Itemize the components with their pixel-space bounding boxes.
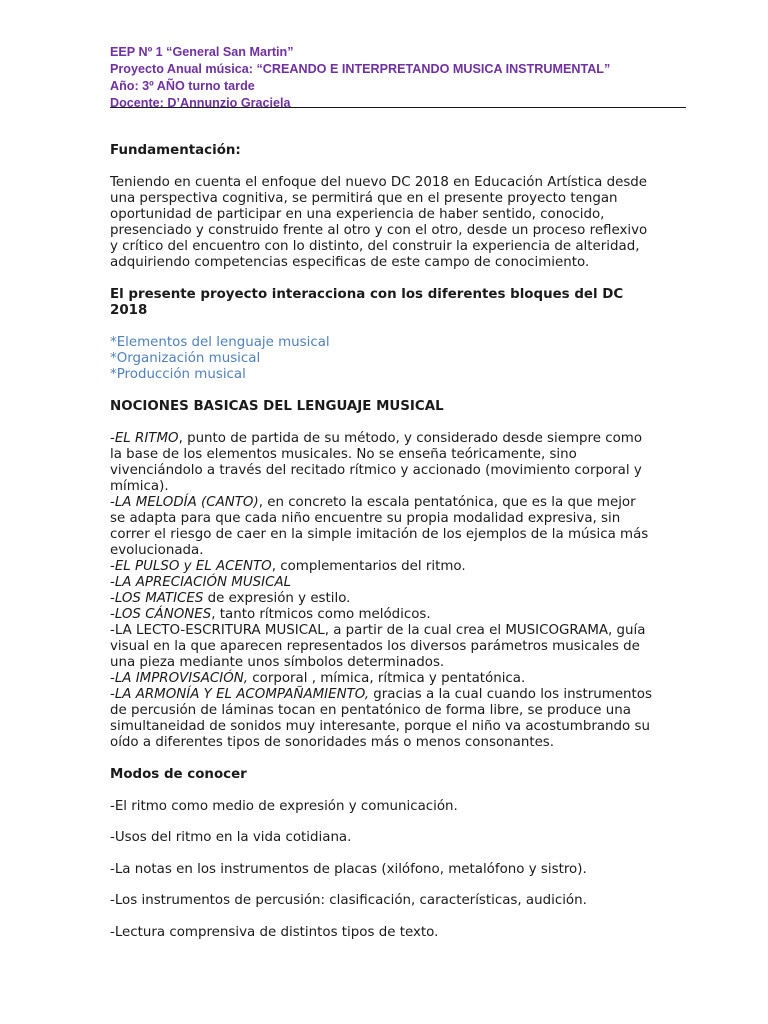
document-body [110, 143, 690, 956]
modo-item: -Lectura comprensiva de distintos tipos de texto. [110, 924, 439, 940]
nocion-term: LA APRECIACIÓN MUSICAL [114, 575, 292, 590]
paragraph-line: Teniendo en cuenta el enfoque del nuevo DC 2018 en Educación Artística desde [110, 175, 648, 190]
nocion-term: LA ARMONÍA Y EL ACOMPAÑAMIENTO, [114, 687, 370, 702]
heading-line: 2018 [110, 303, 148, 318]
nocion-apreciacion: -LA APRECIACIÓN MUSICAL [110, 575, 292, 590]
bloques-list [110, 335, 690, 383]
heading-line: El presente proyecto interacciona con los diferentes bloques del DC [110, 287, 624, 302]
nocion-line: la base de los elementos musicales. No se enseña teóricamente, sino [110, 447, 577, 462]
nocion-improvisacion: -LA IMPROVISACIÓN, corporal , mímica, rítmica y pentatónica. [110, 671, 526, 686]
modos-section [110, 767, 690, 941]
nocion-term: LA MELODÍA (CANTO) [114, 495, 259, 510]
year-line: Año: 3º AÑO turno tarde [110, 79, 255, 93]
modo-item: -El ritmo como medio de expresión y comunicación. [110, 798, 458, 814]
nocion-term: LOS CÁNONES [114, 607, 212, 622]
nocion-armonia: -LA ARMONÍA Y EL ACOMPAÑAMIENTO, gracias a la cual cuando los instrumentos [110, 687, 652, 702]
nocion-term: EL PULSO y EL ACENTO [114, 559, 272, 574]
nocion-line: simultaneidad de sonidos muy interesante, porque el niño va acostumbrando su [110, 719, 650, 734]
fundamentacion-heading: Fundamentación: [110, 143, 241, 158]
paragraph-line: oportunidad de participar en una experiencia de haber sentido, conocido, [110, 207, 605, 222]
proyecto-heading [110, 287, 690, 319]
teacher-line: Docente: D’Annunzio Graciela [110, 96, 291, 110]
paragraph-line: adquiriendo competencias especificas de este campo de conocimiento. [110, 255, 590, 270]
paragraph-line: presenciado y construido frente al otro y con el otro, desde un proceso reflexivo [110, 223, 648, 238]
nociones-heading: NOCIONES BASICAS DEL LENGUAJE MUSICAL [110, 399, 444, 414]
nocion-line: se adapta para que cada niño encuentre su propia modalidad expresiva, sin [110, 511, 621, 526]
nocion-melodia: -LA MELODÍA (CANTO), en concreto la escala pentatónica, que es la que mejor [110, 495, 636, 510]
header-divider [110, 107, 686, 108]
school-name: EEP Nº 1 “General San Martin” [110, 45, 294, 59]
modo-item: -La notas en los instrumentos de placas (xilófono, metalófono y sistro). [110, 861, 587, 877]
modos-heading: Modos de conocer [110, 767, 247, 782]
document-header [110, 44, 686, 112]
nocion-line: oído a diferentes tipos de sonoridades más o menos consonantes. [110, 735, 555, 750]
nocion-term: LOS MATICES [114, 591, 204, 606]
nocion-line: de percusión de láminas tocan en pentatónico de forma libre, se produce una [110, 703, 631, 718]
project-title: Proyecto Anual música: “CREANDO E INTERPRETANDO MUSICA INSTRUMENTAL” [110, 62, 611, 76]
modo-item: -Usos del ritmo en la vida cotidiana. [110, 830, 352, 845]
nocion-ritmo: -EL RITMO, punto de partida de su método, y considerado desde siempre como [110, 431, 643, 446]
nocion-line: evolucionada. [110, 543, 204, 558]
nocion-term: LA IMPROVISACIÓN, [114, 671, 249, 686]
nocion-lecto-escritura: -LA LECTO-ESCRITURA MUSICAL, a partir de la cual crea el MUSICOGRAMA, guía [110, 623, 646, 638]
nocion-line: vivenciándolo a través del recitado rítmico y accionado (movimiento corporal y [110, 463, 642, 478]
nocion-line: correr el riesgo de caer en la simple imitación de los ejemplos de la música más [110, 527, 649, 542]
paragraph-line: una perspectiva cognitiva, se permitirá que en el presente proyecto tengan [110, 191, 618, 206]
nocion-matices: -LOS MATICES de expresión y estilo. [110, 591, 351, 606]
nocion-line: visual en la que aparecen representados los diversos parámetros musicales de [110, 639, 640, 654]
nocion-line: una pieza mediante unos símbolos determinados. [110, 655, 445, 670]
bloque-item: *Organización musical [110, 351, 261, 366]
bloque-item: *Elementos del lenguaje musical [110, 335, 330, 350]
bloque-item: *Producción musical [110, 367, 246, 382]
nocion-term: EL RITMO [114, 431, 179, 446]
nocion-canones: -LOS CÁNONES, tanto rítmicos como melódicos. [110, 607, 431, 622]
fundamentacion-paragraph [110, 175, 690, 271]
nocion-pulso: -EL PULSO y EL ACENTO, complementarios del ritmo. [110, 559, 466, 574]
paragraph-line: y crítico del encuentro con lo distinto, del construir la experiencia de alteridad, [110, 239, 640, 254]
nociones-list [110, 431, 690, 751]
modo-item: -Los instrumentos de percusión: clasificación, características, audición. [110, 893, 587, 908]
nocion-line: mímica). [110, 479, 169, 494]
